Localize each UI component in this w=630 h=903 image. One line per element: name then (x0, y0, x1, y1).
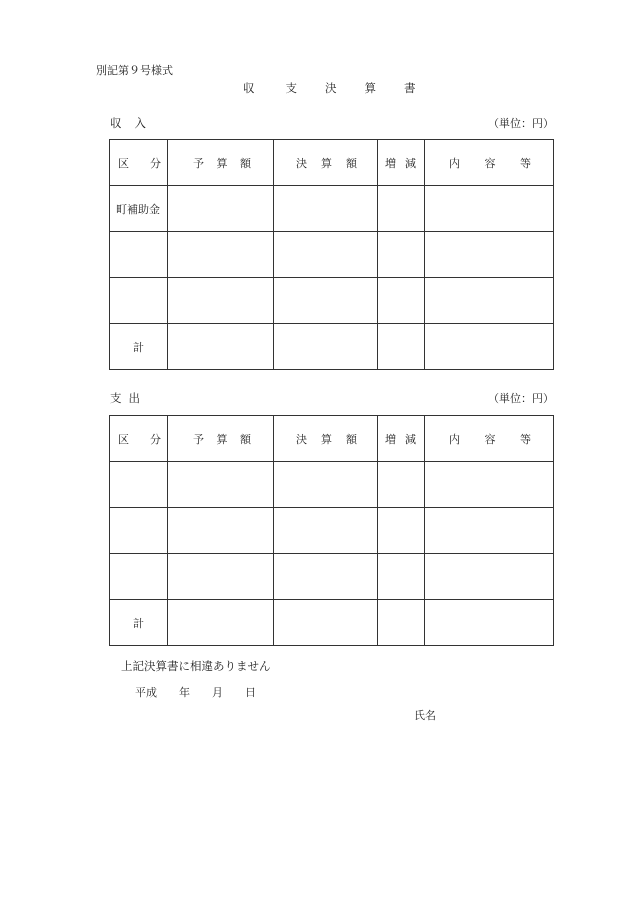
settled-cell[interactable] (274, 186, 378, 232)
table-row (110, 462, 554, 508)
table-row (110, 186, 554, 232)
category-cell[interactable] (110, 278, 168, 324)
total-details-cell[interactable] (425, 600, 554, 646)
section-label-char: 入 (134, 116, 146, 130)
header-change: 増 減 (378, 140, 425, 186)
category-cell[interactable] (110, 462, 168, 508)
expenditure-unit-note: （単位：円） (488, 392, 554, 405)
expenditure-section-label (110, 390, 140, 406)
day-label: 日 (245, 686, 256, 699)
total-settled-cell[interactable] (274, 324, 378, 370)
change-cell[interactable] (378, 554, 425, 600)
document-title (243, 80, 416, 96)
table-row (110, 232, 554, 278)
title-char: 書 (404, 81, 416, 95)
total-row (110, 324, 554, 370)
change-cell[interactable] (378, 186, 425, 232)
header-details: 内 容 等 (425, 416, 554, 462)
certification-statement: 上記決算書に相違ありません (121, 659, 271, 673)
budget-cell[interactable] (168, 186, 274, 232)
expenditure-table (109, 415, 554, 646)
header-budget: 予 算 額 (168, 140, 274, 186)
total-settled-cell[interactable] (274, 600, 378, 646)
details-cell[interactable] (425, 462, 554, 508)
settled-cell[interactable] (274, 232, 378, 278)
name-label: 氏名 (414, 709, 436, 722)
income-table (109, 139, 554, 370)
year-label: 年 (179, 686, 190, 699)
title-char: 算 (364, 81, 376, 95)
budget-cell[interactable] (168, 508, 274, 554)
change-cell[interactable] (378, 462, 425, 508)
date-line (135, 684, 256, 700)
total-budget-cell[interactable] (168, 600, 274, 646)
settled-cell[interactable] (274, 554, 378, 600)
details-cell[interactable] (425, 508, 554, 554)
details-cell[interactable] (425, 186, 554, 232)
table-row (110, 508, 554, 554)
table-row (110, 278, 554, 324)
section-label-char: 出 (128, 391, 140, 405)
category-cell[interactable] (110, 554, 168, 600)
era-label: 平成 (135, 686, 157, 699)
change-cell[interactable] (378, 232, 425, 278)
budget-cell[interactable] (168, 462, 274, 508)
total-change-cell[interactable] (378, 324, 425, 370)
total-label: 計 (110, 324, 168, 370)
income-unit-note: （単位：円） (488, 117, 554, 130)
header-category: 区 分 (110, 140, 168, 186)
category-cell: 町補助金 (110, 186, 168, 232)
total-details-cell[interactable] (425, 324, 554, 370)
settled-cell[interactable] (274, 508, 378, 554)
table-header-row (110, 416, 554, 462)
details-cell[interactable] (425, 278, 554, 324)
section-label-char: 収 (110, 116, 122, 130)
settled-cell[interactable] (274, 278, 378, 324)
title-char: 決 (325, 81, 337, 95)
header-change: 増 減 (378, 416, 425, 462)
form-number: 別記第９号様式 (96, 64, 173, 77)
details-cell[interactable] (425, 232, 554, 278)
details-cell[interactable] (425, 554, 554, 600)
table-row (110, 554, 554, 600)
category-cell[interactable] (110, 508, 168, 554)
category-cell[interactable] (110, 232, 168, 278)
budget-cell[interactable] (168, 232, 274, 278)
section-label-char: 支 (110, 391, 122, 405)
title-char: 支 (285, 81, 297, 95)
header-budget: 予 算 額 (168, 416, 274, 462)
header-details: 内 容 等 (425, 140, 554, 186)
change-cell[interactable] (378, 278, 425, 324)
table-header-row (110, 140, 554, 186)
month-label: 月 (212, 686, 223, 699)
budget-cell[interactable] (168, 278, 274, 324)
header-settled: 決 算 額 (274, 416, 378, 462)
budget-cell[interactable] (168, 554, 274, 600)
total-row (110, 600, 554, 646)
header-category: 区 分 (110, 416, 168, 462)
total-label: 計 (110, 600, 168, 646)
title-char: 収 (243, 81, 255, 95)
total-change-cell[interactable] (378, 600, 425, 646)
change-cell[interactable] (378, 508, 425, 554)
income-section-label (110, 115, 146, 131)
total-budget-cell[interactable] (168, 324, 274, 370)
settled-cell[interactable] (274, 462, 378, 508)
header-settled: 決 算 額 (274, 140, 378, 186)
